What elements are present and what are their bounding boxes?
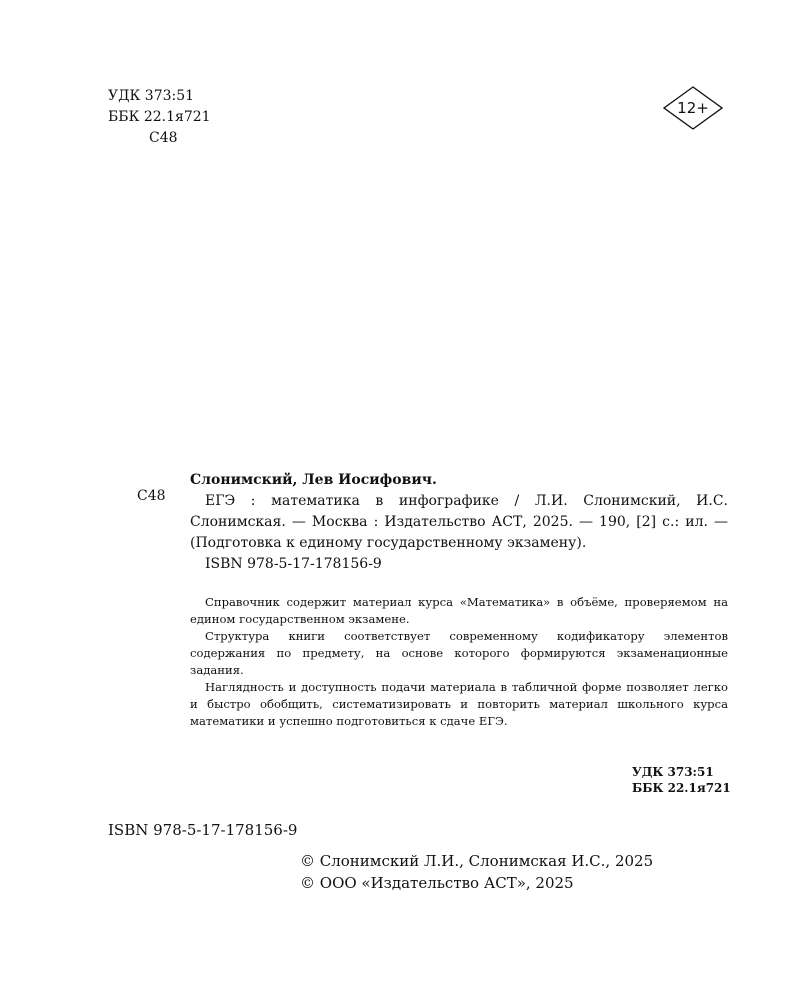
top-classification-codes — [108, 86, 211, 149]
age-rating-badge — [663, 86, 723, 130]
isbn-bottom: ISBN 978-5-17-178156-9 — [108, 821, 298, 839]
copyright-authors: © Слонимский Л.И., Слонимская И.С., 2025 — [300, 852, 654, 870]
catalog-description: ЕГЭ : математика в инфографике / Л.И. Слонимский, И.С. Слонимская. — Москва : Издательство АСТ, 2025. — 190, [2] с.: ил. — (Подготовка к единому государственному экзамену). — [190, 493, 728, 551]
author-mark: С48 — [149, 130, 178, 146]
udk-code: УДК 373:51 — [108, 88, 195, 104]
abstract-paragraph: Структура книги соответствует современному кодификатору элементов содержания по предмету, на основе которого формируются экзаменационные задания. — [190, 629, 728, 677]
catalog-entry — [190, 470, 728, 575]
catalog-author: Слонимский, Лев Иосифович. — [190, 472, 437, 488]
copyright-block — [300, 850, 653, 894]
catalog-author-mark: С48 — [137, 488, 166, 504]
age-rating-text: 12+ — [677, 99, 709, 117]
bbk-code: ББК 22.1я721 — [108, 109, 211, 125]
bbk-code-bottom: ББК 22.1я721 — [632, 781, 731, 795]
abstract — [190, 594, 728, 730]
abstract-paragraph: Справочник содержит материал курса «Математика» в объёме, проверяемом на едином государственном экзамене. — [190, 595, 728, 626]
copyright-publisher: © ООО «Издательство АСТ», 2025 — [300, 874, 574, 892]
catalog-isbn: ISBN 978-5-17-178156-9 — [205, 556, 382, 572]
udk-code-bottom: УДК 373:51 — [632, 765, 714, 779]
bottom-classification-codes — [632, 764, 731, 796]
abstract-paragraph: Наглядность и доступность подачи материала в табличной форме позволяет легко и быстро обобщить, систематизировать и повторить материал школьного курса математики и успешно подготовиться к сдаче ЕГЭ. — [190, 680, 728, 728]
